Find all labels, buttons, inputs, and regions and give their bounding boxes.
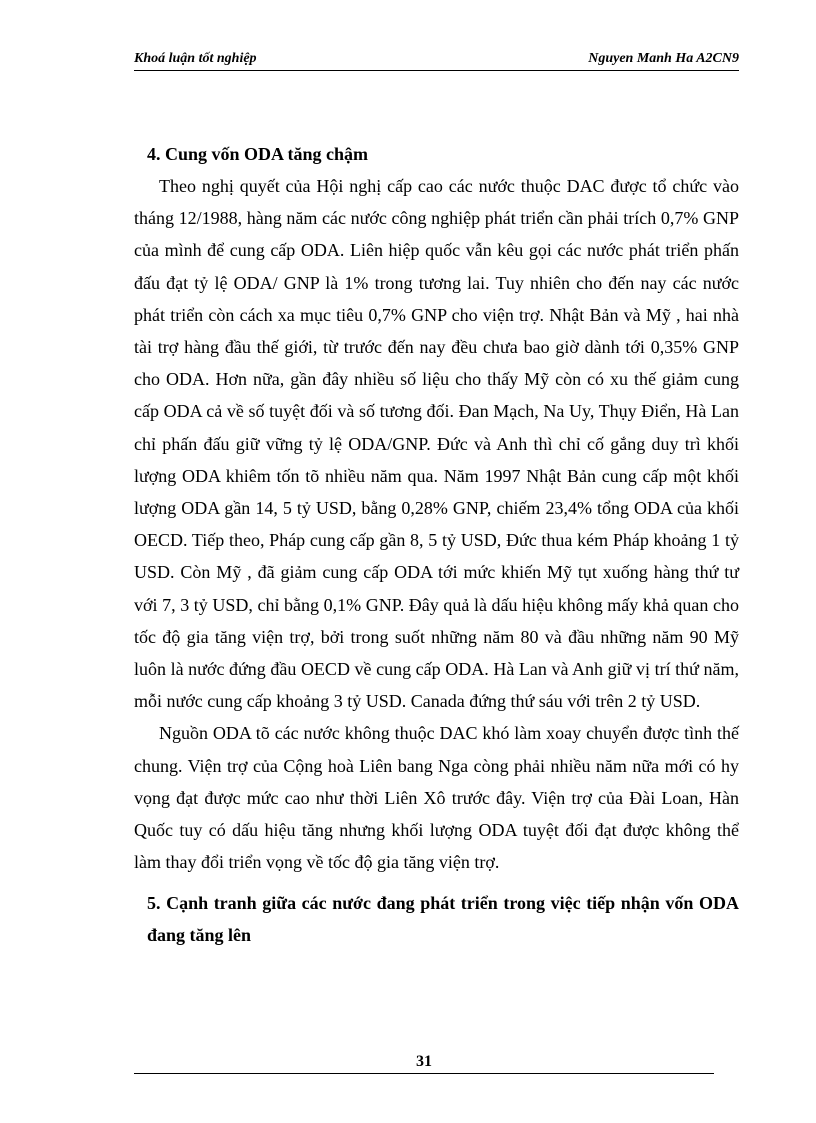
page-number: 31 xyxy=(416,1053,432,1070)
section-4-paragraph-1: Theo nghị quyết của Hội nghị cấp cao các nước thuộc DAC được tổ chức vào tháng 12/1988, hàng năm các nước công nghiệp phát triển cần phải trích 0,7% GNP của mình để cung cấp ODA. Liên hiệp quốc vẫn kêu gọi các nước phát triển phấn đấu đạt tỷ lệ ODA/ GNP là 1% trong tương lai. Tuy nhiên cho đến nay các nước phát triển còn cách xa mục tiêu 0,7% GNP cho viện trợ. Nhật Bản và Mỹ , hai nhà tài trợ hàng đầu thế giới, từ trước đến nay đều chưa bao giờ dành tới 0,35% GNP cho ODA. Hơn nữa, gần đây nhiều số liệu cho thấy Mỹ còn có xu thế giảm cung cấp ODA cả về số tuyệt đối và số tương đối. Đan Mạch, Na Uy, Thụy Điển, Hà Lan chỉ phấn đấu giữ vững tỷ lệ ODA/GNP. Đức và Anh thì chỉ cố gắng duy trì khối lượng ODA khiêm tốn tõ nhiều năm qua. Năm 1997 Nhật Bản cung cấp một khối lượng ODA gần 14, 5 tỷ USD, bằng 0,28% GNP, chiếm 23,4% tổng ODA của khối OECD. Tiếp theo, Pháp cung cấp gần 8, 5 tỷ USD, Đức thua kém Pháp khoảng 1 tỷ USD. Còn Mỹ , đã giảm cung cấp ODA tới mức khiến Mỹ tụt xuống hàng thứ tư với 7, 3 tỷ USD, chỉ bằng 0,1% GNP. Đây quả là dấu hiệu không mấy khả quan cho tốc độ gia tăng viện trợ, bởi trong suốt những năm 80 và đầu những năm 90 Mỹ luôn là nước đứng đầu OECD về cung cấp ODA. Hà Lan và Anh giữ vị trí thứ năm, mỗi nước cung cấp khoảng 3 tỷ USD. Canada đứng thứ sáu với trên 2 tỷ USD. xyxy=(134,176,739,712)
page-header xyxy=(134,50,739,71)
section-4-heading: 4. Cung vốn ODA tăng chậm xyxy=(147,144,369,164)
section-5-heading: 5. Cạnh tranh giữa các nước đang phát triển trong việc tiếp nhận vốn ODA đang tăng lên xyxy=(147,893,739,946)
section-4-paragraph-2: Nguồn ODA tõ các nước không thuộc DAC khó làm xoay chuyển được tình thế chung. Viện trợ của Cộng hoà Liên bang Nga còng phải nhiều năm nữa mới có hy vọng đạt được mức cao như thời Liên Xô trước đây. Viện trợ của Đài Loan, Hàn Quốc tuy có dấu hiệu tăng nhưng khối lượng ODA tuyệt đối đạt được không thể làm thay đổi triển vọng về tốc độ gia tăng viện trợ. xyxy=(134,723,739,873)
header-right-author: Nguyen Manh Ha A2CN9 xyxy=(588,51,739,66)
page-footer xyxy=(134,1053,714,1074)
header-left-title: Khoá luận tốt nghiệp xyxy=(134,51,257,66)
page-content xyxy=(134,138,739,951)
